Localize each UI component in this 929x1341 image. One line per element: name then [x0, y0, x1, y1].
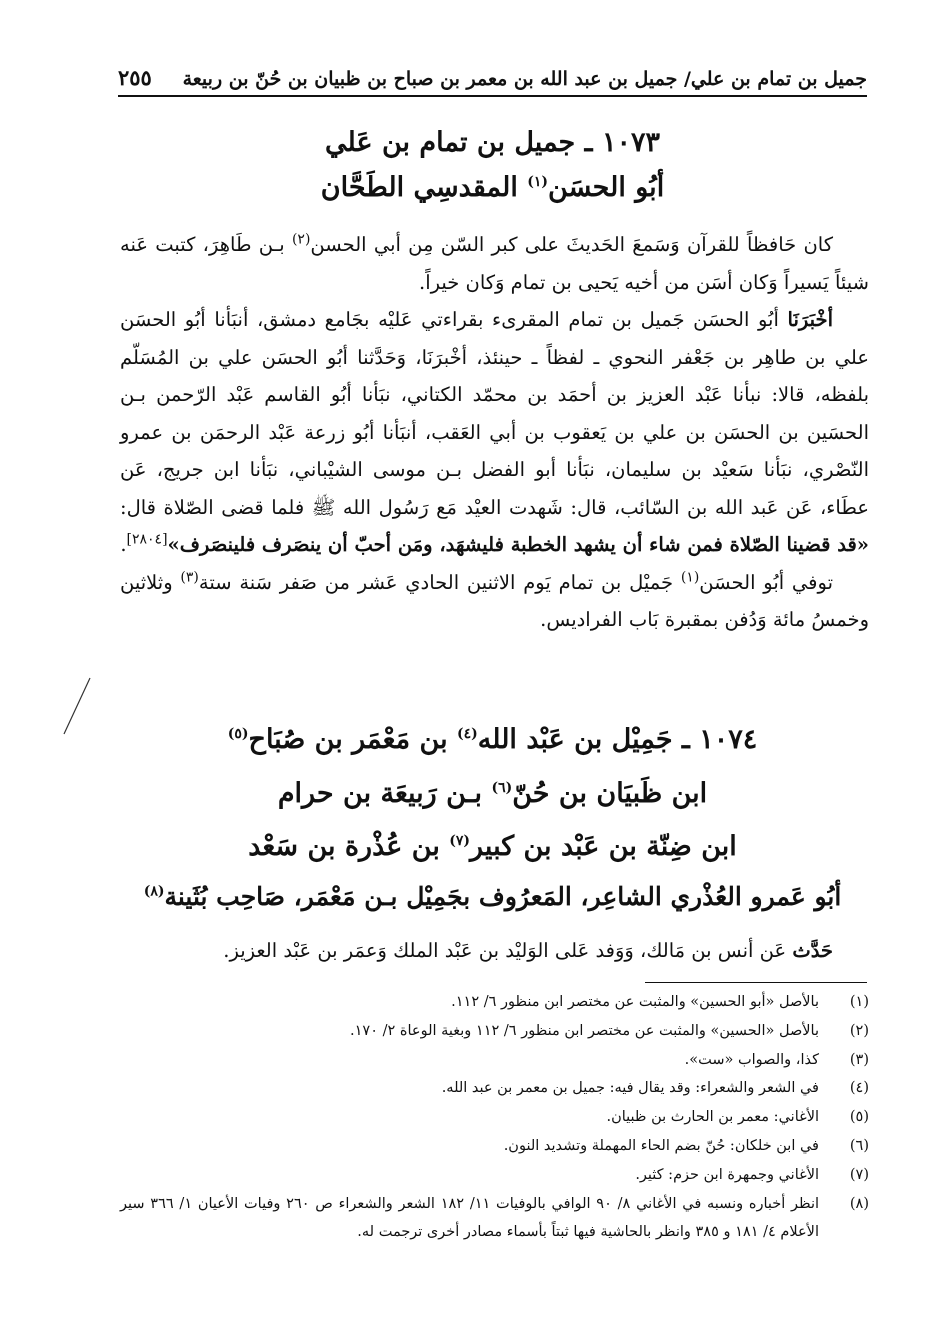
paragraph-text: وثلاثين وخمسُ مائة وَدُفن بمقبرة بَاب الفراديس. — [120, 570, 869, 631]
paragraph-lead-word: حَدَّث — [792, 939, 833, 962]
footnote-separator — [645, 982, 867, 983]
footnote-text: في الشعر والشعراء: وقد يقال فيه: جميل بن معمر بن عبد الله. — [441, 1080, 819, 1097]
footnote-number: (٦) — [849, 1137, 869, 1154]
hadith-quote: «قد قضينا الصّلاة فمن شاء أن يشهد الخطبة فليشهَد، ومَن أحبّ أن ينصَرف فلينصَرف» — [167, 533, 869, 556]
heading-text: بن عُذْرة بن سَعْد — [248, 831, 450, 862]
entry-1074-heading-line4 — [118, 882, 867, 911]
footnote-text: كذا، والصواب «ست». — [684, 1051, 819, 1068]
entry-1074-heading-line2 — [118, 778, 867, 809]
paragraph-text: كان حَافظاً للقرآن وَسَمعَ الحَديثَ على كبر السّن مِن أبي الحسن — [310, 233, 834, 256]
footnote-ref: (٨) — [143, 883, 165, 900]
entry-1074-heading-line1 — [118, 724, 867, 755]
isnad-paragraph — [120, 301, 869, 564]
entry-1074-body — [120, 932, 869, 970]
footnote-text: انظر أخباره ونسبه في الأغاني ٨/ ٩٠ الوافي بالوفيات ١١/ ١٨٢ الشعر والشعراء ص ٢٦٠ وفيات الأعيان ١/ ٣٦٦ سير الأعلام ٤/ ١٨١ و ٣٨٥ وانظر بالحاشية فيها ثبتاً بأسماء مصادر أخرى ترجمت له. — [120, 1195, 820, 1241]
footnote-item — [120, 1103, 869, 1132]
paragraph-text: عَن أنس بن مَالك، وَوَفد عَلى الوَليْد بن عَبْد الملك وَعمَر بن عَبْد العزيز. — [223, 939, 793, 962]
footnote-item — [120, 988, 869, 1017]
heading-text: ١٠٧٤ ـ جَمِيْل بن عَبْد الله — [477, 724, 758, 755]
footnote-item — [120, 1190, 869, 1248]
footnote-item — [120, 1046, 869, 1075]
heading-text: بـن رَبيعَة بن حرام — [277, 778, 492, 809]
paragraph-lead-word: أخْبَرَنَا — [787, 308, 833, 331]
entry-1073-heading-line2 — [118, 172, 867, 203]
paragraph — [120, 932, 869, 970]
footnote-ref: (٦) — [491, 780, 513, 796]
footnote-number: (٣) — [849, 1051, 869, 1068]
entry-1073-heading-line1 — [118, 127, 867, 158]
footnote-ref: (٧) — [449, 833, 471, 849]
footnote-text: بالأصل «الحسين» والمثبت عن مختصر ابن منظور ٦/ ١١٢ وبغية الوعاة ٢/ ١٧٠. — [350, 1022, 819, 1039]
header-rule — [118, 95, 867, 97]
footnote-text: الأغاني وجمهرة ابن حزم: كثير. — [635, 1166, 819, 1183]
paragraph-text: جَميْل بن تمام يَوم الاثنين الحادي عَشر من صَفر سَنة ستة — [198, 570, 681, 594]
paragraph-text: أبُو الحسَن جَميل بن تمام المقرىء بقراءتي عَليْه بجَامع دمشق، أنبَأنا أبُو الحسَن علي بن طاهِر بن جَعْفر النحوي ـ لفظاً ـ حينئذ، أخْبرَنَا، وَحَدَّثنا أبُو الحسَن علي بن المُسَلّم بلفظه، قالا: نبأنا عَبْد العزيز بن أحمَد بن محمّد الكتاني، نبَأنا أبُو القاسم عَبْد الرّحمن بـن الحسَين بن الحسَن بن علي بن يَعقوب بن أبي العَقب، أنبَأنا أبُو زرعة عَبْد الرحمَن بن عمرو النّصْري، نبَأنا سَعيْد بن سليمان، نبَأنا أبو الفضل بـن موسى الشيْباني، نبَأنا ابن جريج، عَن عطَاء، عَن عَبد الله بن السّائب، قال: شَهدت العيْد مَع رَسُول الله ﷺ فلما قضى الصّلاة قال: — [120, 308, 869, 519]
footnote-item — [120, 1017, 869, 1046]
footnote-number: (١) — [849, 994, 869, 1010]
footnote-text: بالأصل «أبو الحسين» والمثبت عن مختصر ابن منظور ٦/ ١١٢. — [451, 994, 819, 1010]
footnote-ref: (١) — [527, 174, 549, 190]
paragraph-text: توفي أبُو الحسَن — [699, 570, 833, 594]
footnote-item — [120, 1132, 869, 1161]
heading-text: أبُو عَمرو العُذْري الشاعِر، المَعرُوف بجَمِيْل بـن مَعْمَر، صَاحِب بُثَينة — [164, 882, 842, 911]
footnote-ref: (٣) — [180, 569, 199, 585]
paragraph — [120, 564, 869, 639]
entry-1074-heading-line3 — [118, 831, 867, 862]
running-head — [118, 50, 867, 90]
paragraph-text: بـن طَاهِرَ، كتبت عَنه شيئاً يَسيراً وَكان أسَن من أخيه يَحيى بن تمام وَكان خيراً. — [120, 233, 869, 294]
footnote-number: (٥) — [849, 1109, 869, 1126]
hadith-number: [٢٨٠٤] — [126, 531, 168, 548]
running-head-title: جميل بن تمام بن علي/ جميل بن عبد الله بن معمر بن صباح بن ظبيان بن حُنّ بن ربيعة — [182, 68, 867, 90]
heading-text: أبُو الحسَن — [548, 172, 665, 203]
footnote-number: (٨) — [849, 1195, 869, 1212]
footnotes — [120, 988, 869, 1247]
footnote-item — [120, 1074, 869, 1103]
margin-pencil-mark — [62, 676, 92, 736]
footnote-text: في ابن خلكان: حُنّ بضم الحاء المهملة وتشديد النون. — [503, 1137, 819, 1154]
heading-text: المقدسِي الطَحَّان — [320, 172, 528, 203]
heading-text: ١٠٧٣ ـ جميل بن تمام بن عَلي — [325, 127, 660, 158]
heading-text: ابن ضِنّة بن عَبْد بن كبير — [470, 831, 737, 862]
paragraph — [120, 226, 869, 301]
entry-1073-body — [120, 226, 869, 639]
footnote-ref: (٢) — [291, 231, 311, 248]
footnote-ref: (١) — [680, 569, 700, 585]
footnote-number: (٢) — [849, 1022, 869, 1039]
footnote-number: (٧) — [849, 1166, 869, 1183]
footnote-item — [120, 1161, 869, 1190]
heading-text: بن مَعْمَر بن صُبَاح — [248, 724, 457, 755]
footnote-text: الأغاني: معمر بن الحارث بن ظبيان. — [606, 1109, 819, 1126]
paragraph-text: . — [120, 533, 127, 556]
footnote-ref: (٤) — [457, 726, 478, 742]
footnote-ref: (٥) — [227, 726, 249, 742]
footnote-number: (٤) — [849, 1080, 869, 1097]
page-number: ٢٥٥ — [118, 65, 152, 90]
heading-text: ابن ظَبيَان بن حُنّ — [512, 778, 708, 809]
